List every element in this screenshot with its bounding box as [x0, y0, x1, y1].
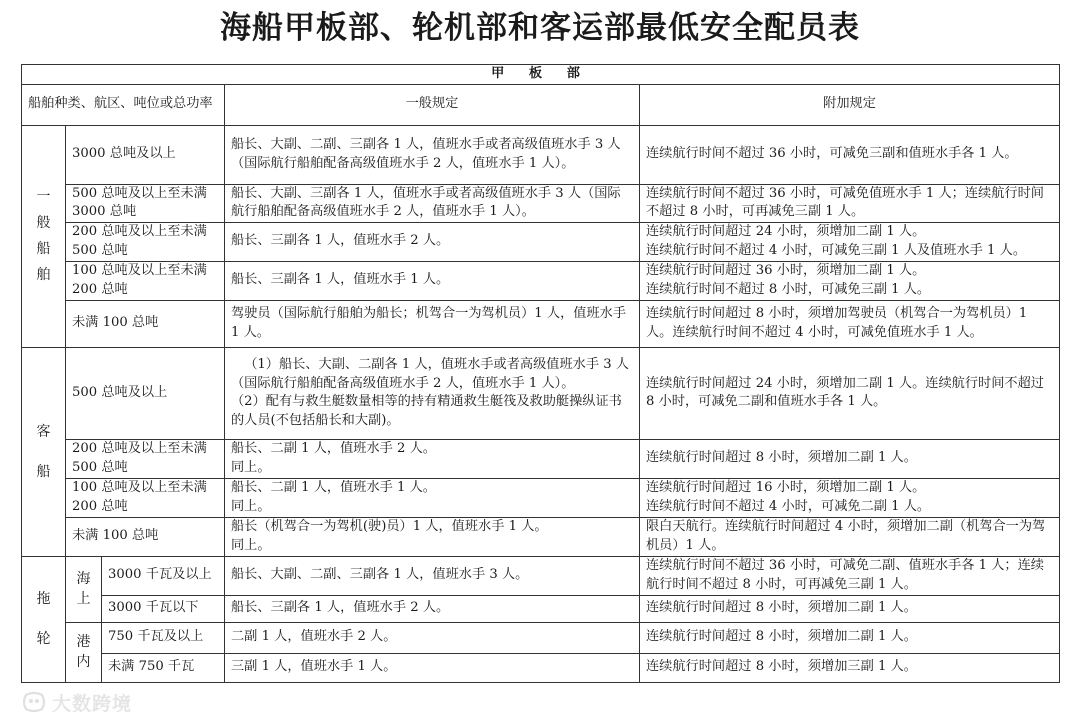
row-additional: 连续航行时间超过 8 小时，须增加二副 1 人。: [640, 439, 1060, 478]
row-additional: 连续航行时间超过 8 小时，须增加三副 1 人。: [640, 653, 1060, 682]
row-additional: 连续航行时间不超过 36 小时，可减免二副、值班水手各 1 人；连续航行时间不超过 8 小时，可再减免三副 1 人。: [640, 556, 1060, 595]
header-ship-type: 船舶种类、航区、吨位或总功率: [22, 84, 225, 125]
row-general: 船长、大副、二副、三副各 1 人，值班水手或者高级值班水手 3 人（国际航行船舶配备高级值班水手 2 人，值班水手 1 人）。: [225, 125, 640, 184]
row-type: 未满 750 千瓦: [102, 653, 225, 682]
group-general-ship: 一般船舶: [22, 125, 66, 347]
row-type: 3000 总吨及以上: [66, 125, 225, 184]
header-additional-rules: 附加规定: [640, 84, 1060, 125]
section-header: 甲 板 部: [22, 65, 1060, 85]
row-general: 二副 1 人，值班水手 2 人。: [225, 622, 640, 653]
crew-table: [21, 64, 1060, 683]
watermark: [22, 690, 132, 714]
row-general: 驾驶员（国际航行船舶为船长；机驾合一为驾机员）1 人，值班水手 1 人。: [225, 300, 640, 347]
header-general-rules: 一般规定: [225, 84, 640, 125]
group-passenger-ship: 客船: [22, 347, 66, 556]
subgroup-sea: 海上: [66, 556, 102, 622]
row-additional: 连续航行时间超过 24 小时，须增加二副 1 人。连续航行时间不超过 8 小时，可减免二副和值班水手各 1 人。: [640, 347, 1060, 439]
row-type: 200 总吨及以上至未满 500 总吨: [66, 439, 225, 478]
row-type: 3000 千瓦及以上: [102, 556, 225, 595]
row-general: 船长、大副、二副、三副各 1 人，值班水手 3 人。: [225, 556, 640, 595]
row-type: 500 总吨及以上: [66, 347, 225, 439]
subgroup-harbor: 港内: [66, 622, 102, 682]
row-type: 500 总吨及以上至未满 3000 总吨: [66, 184, 225, 222]
row-general: 船长、三副各 1 人，值班水手 1 人。: [225, 261, 640, 300]
row-type: 750 千瓦及以上: [102, 622, 225, 653]
row-additional: 连续航行时间超过 16 小时，须增加二副 1 人。 连续航行时间不超过 4 小时，可减免二副 1 人。: [640, 478, 1060, 517]
row-additional: 限白天航行。连续航行时间超过 4 小时，须增加二副（机驾合一为驾机员）1 人。: [640, 517, 1060, 556]
row-additional: 连续航行时间超过 24 小时，须增加二副 1 人。 连续航行时间不超过 4 小时，可减免三副 1 人及值班水手 1 人。: [640, 222, 1060, 261]
row-type: 未满 100 总吨: [66, 300, 225, 347]
row-type: 100 总吨及以上至未满 200 总吨: [66, 478, 225, 517]
row-additional: 连续航行时间超过 8 小时，须增加二副 1 人。: [640, 622, 1060, 653]
row-additional: 连续航行时间超过 8 小时，须增加二副 1 人。: [640, 595, 1060, 622]
row-general: 船长、大副、三副各 1 人，值班水手或者高级值班水手 3 人（国际航行船舶配备高级值班水手 2 人，值班水手 1 人）。: [225, 184, 640, 222]
row-additional: 连续航行时间不超过 36 小时，可减免值班水手 1 人；连续航行时间不超过 8 小时，可再减免三副 1 人。: [640, 184, 1060, 222]
watermark-logo-icon: [22, 691, 46, 713]
row-general: 船长（机驾合一为驾机(驶)员）1 人，值班水手 1 人。 同上。: [225, 517, 640, 556]
row-type: 未满 100 总吨: [66, 517, 225, 556]
group-tug: 拖轮: [22, 556, 66, 682]
row-additional: 连续航行时间不超过 36 小时，可减免三副和值班水手各 1 人。: [640, 125, 1060, 184]
page-title: 海船甲板部、轮机部和客运部最低安全配员表: [220, 10, 860, 46]
row-type: 3000 千瓦以下: [102, 595, 225, 622]
row-general: 船长、二副 1 人，值班水手 1 人。 同上。: [225, 478, 640, 517]
watermark-text: 大数跨境: [52, 692, 133, 715]
row-general: 船长、二副 1 人，值班水手 2 人。 同上。: [225, 439, 640, 478]
row-general: 船长、三副各 1 人，值班水手 2 人。: [225, 595, 640, 622]
row-general: 船长、三副各 1 人，值班水手 2 人。: [225, 222, 640, 261]
row-type: 200 总吨及以上至未满 500 总吨: [66, 222, 225, 261]
row-general: （1）船长、大副、二副各 1 人，值班水手或者高级值班水手 3 人（国际航行船舶配备高级值班水手 2 人，值班水手 1 人）。 （2）配有与救生艇数量相等的持有精通救生艇筏及救助艇操纵证书的人员(不包括船长和大副)。: [225, 347, 640, 439]
row-additional: 连续航行时间超过 36 小时，须增加二副 1 人。 连续航行时间不超过 8 小时，可减免三副 1 人。: [640, 261, 1060, 300]
row-general: 三副 1 人，值班水手 1 人。: [225, 653, 640, 682]
row-additional: 连续航行时间超过 8 小时，须增加驾驶员（机驾合一为驾机员）1 人。连续航行时间不超过 4 小时，可减免值班水手 1 人。: [640, 300, 1060, 347]
row-type: 100 总吨及以上至未满 200 总吨: [66, 261, 225, 300]
